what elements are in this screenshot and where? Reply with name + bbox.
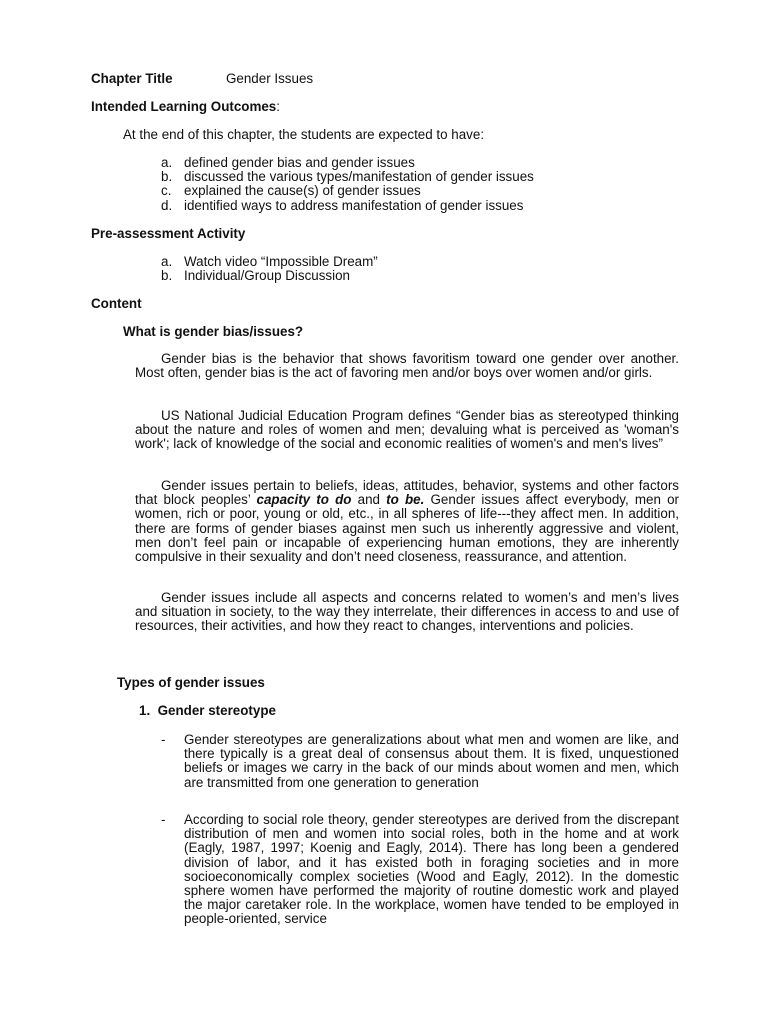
bullet-text: According to social role theory, gender stereotypes are derived from the discrepant distribution of men and women into social roles, both in the home and at work (Eagly, 1987, 1997; Koenig and Eagly, 2014). There has long been a gendered division of labor, and it has existed both in foraging societies and in more socioeconomically complex societies (Wood and Eagly, 2012). In the domestic sphere women have performed the majority of routine domestic work and played the major caretaker role. In the workplace, women have tended to be employed in people-oriented, service	[184, 812, 679, 927]
list-marker: c.	[161, 183, 172, 199]
list-item-text: Watch video “Impossible Dream”	[184, 254, 378, 269]
list-item-text: discussed the various types/manifestation of gender issues	[184, 169, 534, 185]
list-item	[161, 199, 534, 213]
list-marker: d.	[161, 197, 173, 213]
section-heading-what-is: What is gender bias/issues?	[123, 324, 304, 339]
paragraph-text: Gender bias is the behavior that shows favoritism toward one gender over another. Most often, gender bias is the act of favoring men and/or boys over women and/or girls.	[135, 351, 679, 381]
preassessment-list	[161, 255, 378, 283]
list-item-text: Individual/Group Discussion	[184, 268, 350, 284]
subsection-number: 1.	[139, 703, 151, 718]
ilo-heading-text: Intended Learning Outcomes	[91, 99, 277, 114]
list-item-text: defined gender bias and gender issues	[184, 155, 415, 170]
list-item	[161, 269, 378, 283]
list-marker: b.	[161, 169, 173, 185]
paragraph-text-cont: Gender issues affect everybody, men or women, rich or poor, young or old, etc., in all spheres of life---they affect men. In addition, there are forms of gender biases against men such us inherently aggressive and violent, men don’t feel pain or incapable of experiencing human emotions, they are inherently compulsive in their sexuality and don’t need closeness, reassurance, and attention.	[135, 492, 679, 565]
list-item-text: identified ways to address manifestation of gender issues	[184, 197, 524, 213]
ilo-heading-colon: :	[276, 99, 280, 114]
paragraph-text: Gender issues pertain to beliefs, ideas, attitudes, behavior, systems and other factors that block peoples’	[135, 478, 679, 508]
chapter-title: Gender Issues	[226, 71, 314, 86]
content-heading: Content	[91, 296, 142, 311]
preassessment-heading: Pre-assessment Activity	[91, 226, 246, 241]
paragraph-text: Gender issues include all aspects and concerns related to women’s and men’s lives and situation in society, to the way they interrelate, their differences in access to and use of resources, their activities, and how they react to changes, interventions and policies.	[135, 590, 679, 634]
paragraph-text: US National Judicial Education Program defines “Gender bias as stereotyped thinking about the nature and roles of women and men; devaluing what is perceived as 'woman's work'; lack of knowledge of the social and economic realities of women's and men's lives”	[135, 408, 679, 452]
list-item-text: explained the cause(s) of gender issues	[184, 183, 421, 199]
bullet-text: Gender stereotypes are generalizations about what men and women are like, and there typically is a great deal of consensus about them. It is fixed, unquestioned beliefs or images we carry in the back of our minds about women and men, which are transmitted from one generation to generation	[184, 732, 679, 790]
list-marker: a.	[161, 254, 173, 269]
list-item	[161, 156, 534, 170]
list-item	[161, 255, 378, 269]
paragraph-aspects	[135, 591, 679, 634]
list-item	[161, 170, 534, 184]
list-marker: a.	[161, 155, 173, 170]
list-item	[161, 184, 534, 198]
subsection-heading	[139, 704, 276, 718]
paragraph-gender-bias	[135, 352, 679, 380]
paragraph-njep	[135, 409, 679, 452]
dash-marker: -	[161, 732, 166, 747]
ilo-heading	[91, 100, 280, 114]
ilo-list	[161, 156, 534, 213]
conjunction: and	[351, 492, 387, 508]
dash-marker: -	[161, 812, 166, 827]
emphasis-to-be: to be.	[386, 492, 425, 508]
types-heading: Types of gender issues	[117, 675, 265, 690]
ilo-intro: At the end of this chapter, the students are expected to have:	[123, 127, 485, 142]
subsection-title: Gender stereotype	[157, 703, 276, 718]
emphasis-capacity: capacity to do	[256, 492, 352, 508]
chapter-label: Chapter Title	[91, 71, 173, 86]
list-marker: b.	[161, 268, 173, 284]
paragraph-gender-issues	[135, 479, 679, 564]
